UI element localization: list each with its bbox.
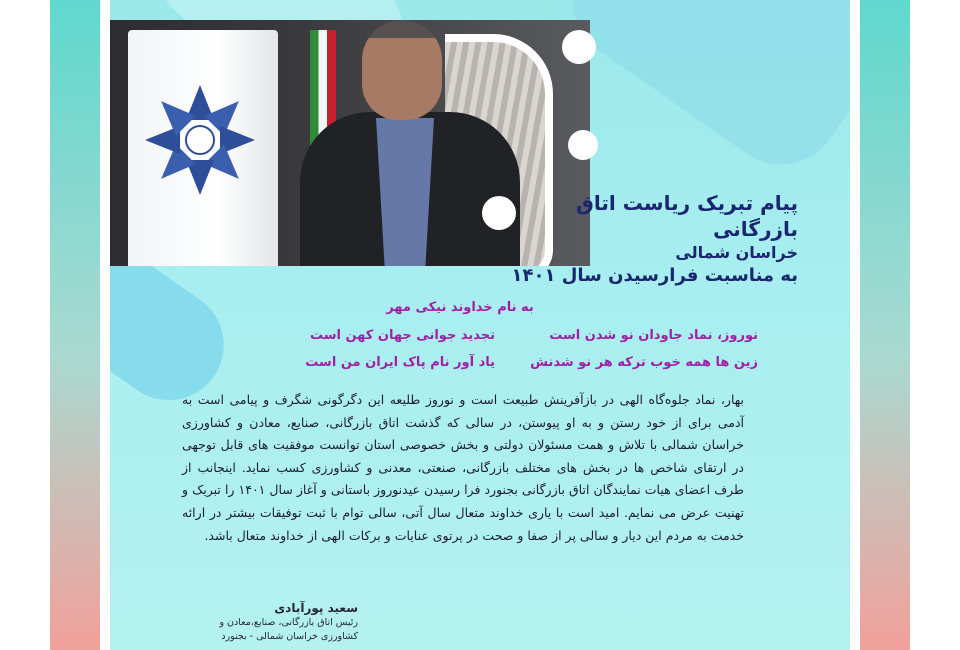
right-gradient-border (860, 0, 910, 650)
greeting-card (110, 0, 850, 650)
left-gradient-border (50, 0, 100, 650)
poem-verse: زین ها همه خوب ترکه هر نو شدنش (530, 355, 758, 370)
signature-name: سعید پورآبادی (274, 601, 358, 615)
poem-verse: تجدید جوانی جهان کهن است (309, 328, 495, 343)
ornament-icon (562, 30, 596, 64)
chamber-logo-icon (128, 30, 278, 266)
message-body: بهار، نماد جلوه‌گاه الهی در بازآفرینش طبیعت است و نوروز طلیعه این دگرگونی شگرف و پیامی است به آدمی برای از خود رستن و به او پیوستن، در سالی که گذشت اتاق بازرگانی، صنایع، معادن و کشاورزی خراسان شمالی با تلاش و همت مسئولان دولتی و بخش خصوصی استان توانست موفقیت های قابل توجهی در ارتقای شاخص ها در بخش های مختلف بازرگانی، صنعتی، معدنی و کشاورزی کسب نماید. اینجانب از طرف اعضای هیات نمایندگان اتاق بازرگانی بجنورد فرا رسیدن عیدنوروز باستانی و آغاز سال ۱۴۰۱ را تبریک و تهنیت عرض می نمایم. امید است با یاری خداوند متعال سال آتی، سالی توام با ثبت توفیقات بیشتر در ارائه خدمت به مردم این دیار و سالی پر از صفا و صحت در پرتوی عنایات و برکات الهی از خداوند متعال باشد. (182, 392, 745, 543)
ornament-icon (568, 130, 598, 160)
chamber-logo-banner (128, 30, 278, 266)
poem-verse: نوروز، نماد جاودان نو شدن است (549, 328, 758, 343)
headline-line-3: به مناسبت فرارسیدن سال ۱۴۰۱ (511, 265, 798, 286)
headline (510, 190, 798, 288)
signature-block (158, 600, 358, 644)
person-head (362, 20, 442, 120)
signature-title: کشاورزی خراسان شمالی - بجنورد (221, 631, 358, 642)
poem-title: به نام خداوند نیکی مهر (386, 300, 534, 315)
signature-title: رئیس اتاق بازرگانی، صنایع،معادن و (219, 617, 358, 628)
poem-verse: یاد آور نام پاک ایران من است (305, 355, 495, 370)
person-shirt (376, 118, 434, 266)
headline-line-1: پیام تبریک ریاست اتاق بازرگانی (576, 191, 798, 241)
headline-line-2: خراسان شمالی (675, 243, 798, 262)
decor-blob (550, 0, 850, 188)
person-figure (300, 20, 520, 266)
